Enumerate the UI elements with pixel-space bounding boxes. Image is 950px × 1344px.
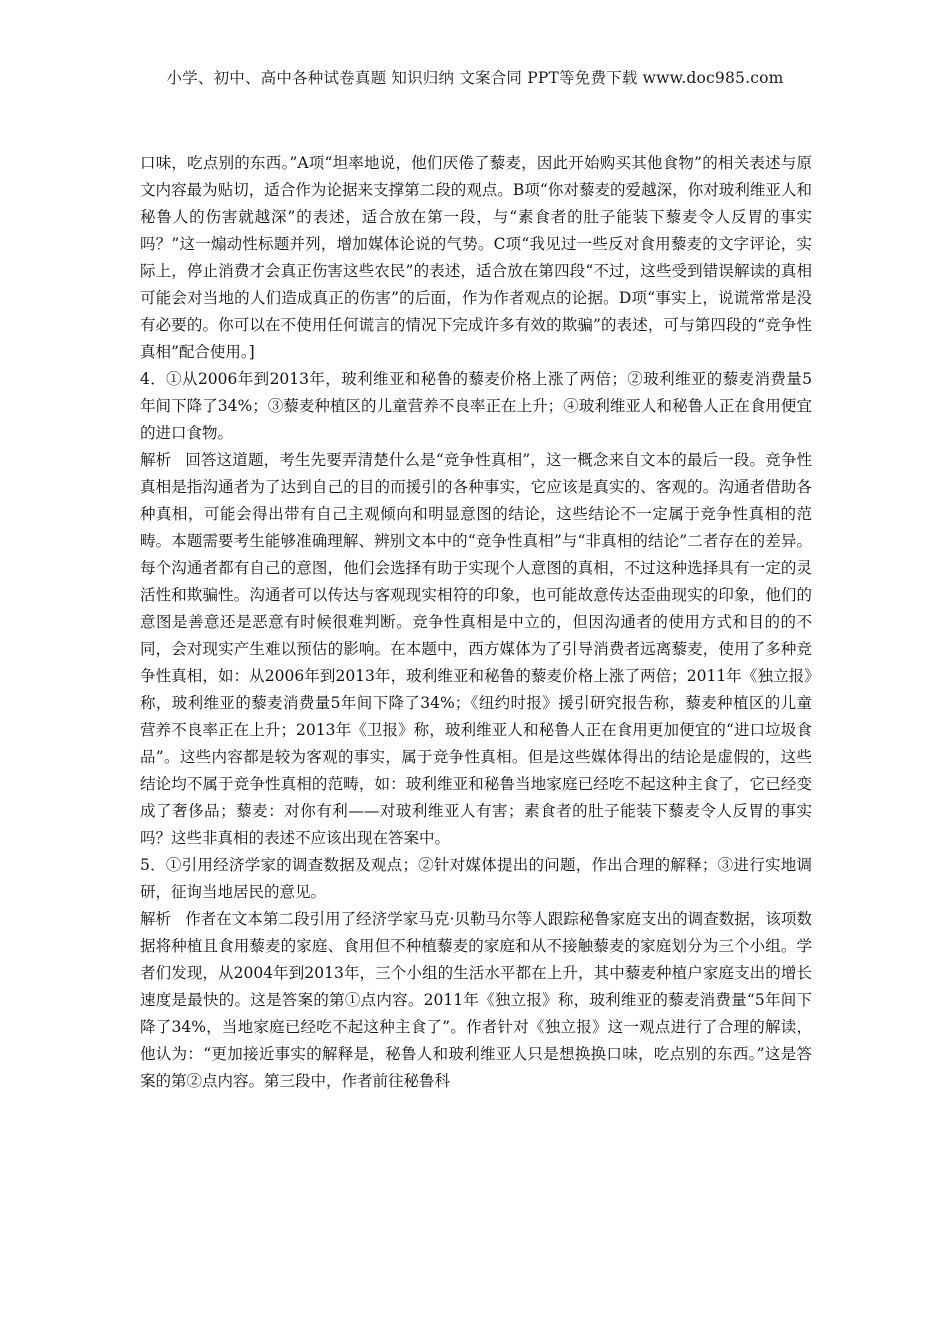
paragraph-text: 口味，吃点别的东西。”A项“坦率地说，他们厌倦了藜麦，因此开始购买其他食物”的相关表述与原文内容最为贴切，适合作为论据来支撑第二段的观点。B项“你对藜麦的爱越深，你对玻利维亚人和秘鲁人的伤害就越深”的表述，适合放在第一段，与“素食者的肚子能装下藜麦令人反胃的事实吗？”这一煽动性标题并列，增加媒体论说的气势。C项“我见过一些反对食用藜麦的文字评论，实际上，停止消费才会真正伤害这些农民”的表述，适合放在第四段“不过，这些受到错误解读的真相可能会对当地的人们造成真正的伤害”的后面，作为作者观点的论据。D项“事实上，说谎常常是没有必要的。你可以在不使用任何谎言的情况下完成许多有效的欺骗”的表述，可与第四段的“竞争性真相”配合使用。] (140, 154, 812, 361)
page-header: 小学、初中、高中各种试卷真题 知识归纳 文案合同 PPT等免费下载 www.doc985.com (166, 69, 784, 87)
analysis-label: 解析 (140, 910, 172, 928)
paragraph-answer-3-continued (140, 150, 812, 366)
paragraph-text: 4．①从2006年到2013年，玻利维亚和秘鲁的藜麦价格上涨了两倍；②玻利维亚的藜麦消费量5年间下降了34%；③藜麦种植区的儿童营养不良率正在上升；④玻利维亚人和秘鲁人正在食用便宜的进口食物。 (140, 370, 812, 442)
paragraph-analysis-5 (140, 906, 812, 1095)
paragraph-text: 作者在文本第二段引用了经济学家马克·贝勒马尔等人跟踪秘鲁家庭支出的调查数据，该项数据将种植且食用藜麦的家庭、食用但不种植藜麦的家庭和从不接触藜麦的家庭划分为三个小组。学者们发现，从2004年到2013年，三个小组的生活水平都在上升，其中藜麦种植户家庭支出的增长速度是最快的。这是答案的第①点内容。2011年《独立报》称，玻利维亚的藜麦消费量“5年间下降了34%，当地家庭已经吃不起这种主食了”。作者针对《独立报》这一观点进行了合理的解读，他认为：“更加接近事实的解释是，秘鲁人和玻利维亚人只是想换换口味，吃点别的东西。”这是答案的第②点内容。第三段中，作者前往秘鲁科 (140, 910, 812, 1090)
analysis-label: 解析 (140, 451, 172, 469)
paragraph-answer-4 (140, 366, 812, 447)
paragraph-analysis-4 (140, 447, 812, 852)
paragraph-text: 5．①引用经济学家的调查数据及观点；②针对媒体提出的问题，作出合理的解释；③进行实地调研，征询当地居民的意见。 (140, 856, 812, 901)
paragraph-text: 回答这道题，考生先要弄清楚什么是“竞争性真相”，这一概念来自文本的最后一段。竞争性真相是指沟通者为了达到自己的目的而援引的各种事实，它应该是真实的、客观的。沟通者借助各种真相，可能会得出带有自己主观倾向和明显意图的结论，这些结论不一定属于竞争性真相的范畴。本题需要考生能够准确理解、辨别文本中的“竞争性真相”与“非真相的结论”二者存在的差异。每个沟通者都有自己的意图，他们会选择有助于实现个人意图的真相，不过这种选择具有一定的灵活性和欺骗性。沟通者可以传达与客观现实相符的印象，也可能故意传达歪曲现实的印象，他们的意图是善意还是恶意有时候很难判断。竞争性真相是中立的，但因沟通者的使用方式和目的的不同，会对现实产生难以预估的影响。在本题中，西方媒体为了引导消费者远离藜麦，使用了多种竞争性真相，如：从2006年到2013年，玻利维亚和秘鲁的藜麦价格上涨了两倍；2011年《独立报》称，玻利维亚的藜麦消费量5年间下降了34%；《纽约时报》援引研究报告称，藜麦种植区的儿童营养不良率正在上升；2013年《卫报》称，玻利维亚人和秘鲁人正在食用更加便宜的“进口垃圾食品”。这些内容都是较为客观的事实，属于竞争性真相。但是这些媒体得出的结论是虚假的，这些结论均不属于竞争性真相的范畴，如：玻利维亚和秘鲁当地家庭已经吃不起这种主食了，它已经变成了奢侈品；藜麦：对你有利——对玻利维亚人有害；素食者的肚子能装下藜麦令人反胃的事实吗？这些非真相的表述不应该出现在答案中。 (140, 451, 812, 847)
document-body (140, 150, 812, 1095)
paragraph-answer-5 (140, 852, 812, 906)
